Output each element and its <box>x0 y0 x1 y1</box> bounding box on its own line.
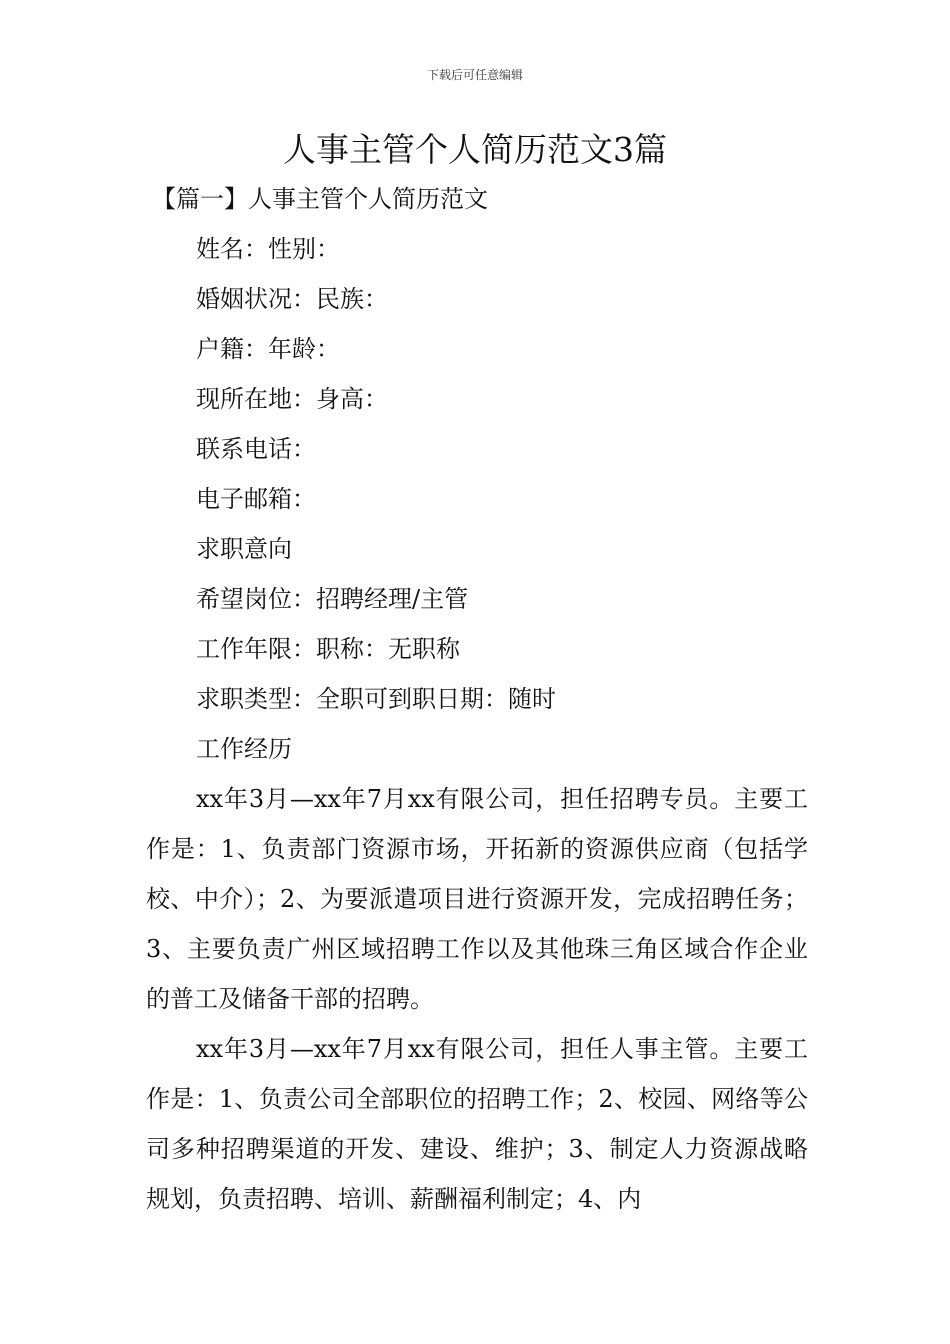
experience-paragraph: xx年3月—xx年7月xx有限公司，担任招聘专员。主要工作是：1、负责部门资源市场，开拓新的资源供应商（包括学校、中介）；2、为要派遣项目进行资源开发，完成招聘任务；3、主要负责广州区域招聘工作以及其他珠三角区域合作企业的普工及储备干部的招聘。 <box>146 785 808 1013</box>
field-phone: 联系电话： <box>196 435 316 463</box>
field-name-gender: 姓名：性别： <box>196 235 340 263</box>
field-job-intention: 求职意向 <box>196 535 292 563</box>
resume-fields <box>196 230 556 780</box>
field-desired-position: 希望岗位：招聘经理/主管 <box>196 585 469 613</box>
field-marital-ethnicity: 婚姻状况：民族： <box>196 285 388 313</box>
field-work-years-title: 工作年限：职称：无职称 <box>196 635 460 663</box>
field-email: 电子邮箱： <box>196 485 316 513</box>
field-work-experience: 工作经历 <box>196 735 292 763</box>
section-heading: 【篇一】人事主管个人简历范文 <box>152 185 488 213</box>
header-note: 下载后可任意编辑 <box>426 68 523 82</box>
document-title: 人事主管个人简历范文3篇 <box>283 130 667 169</box>
experience-paragraph: xx年3月—xx年7月xx有限公司，担任人事主管。主要工作是：1、负责公司全部职位的招聘工作；2、校园、网络等公司多种招聘渠道的开发、建设、维护；3、制定人力资源战略规划，负责招聘、培训、薪酬福利制定；4、内 <box>146 1035 808 1213</box>
field-job-type-start-date: 求职类型：全职可到职日期：随时 <box>196 685 556 713</box>
field-location-height: 现所在地：身高： <box>196 385 388 413</box>
field-household-age: 户籍：年龄： <box>196 335 340 363</box>
